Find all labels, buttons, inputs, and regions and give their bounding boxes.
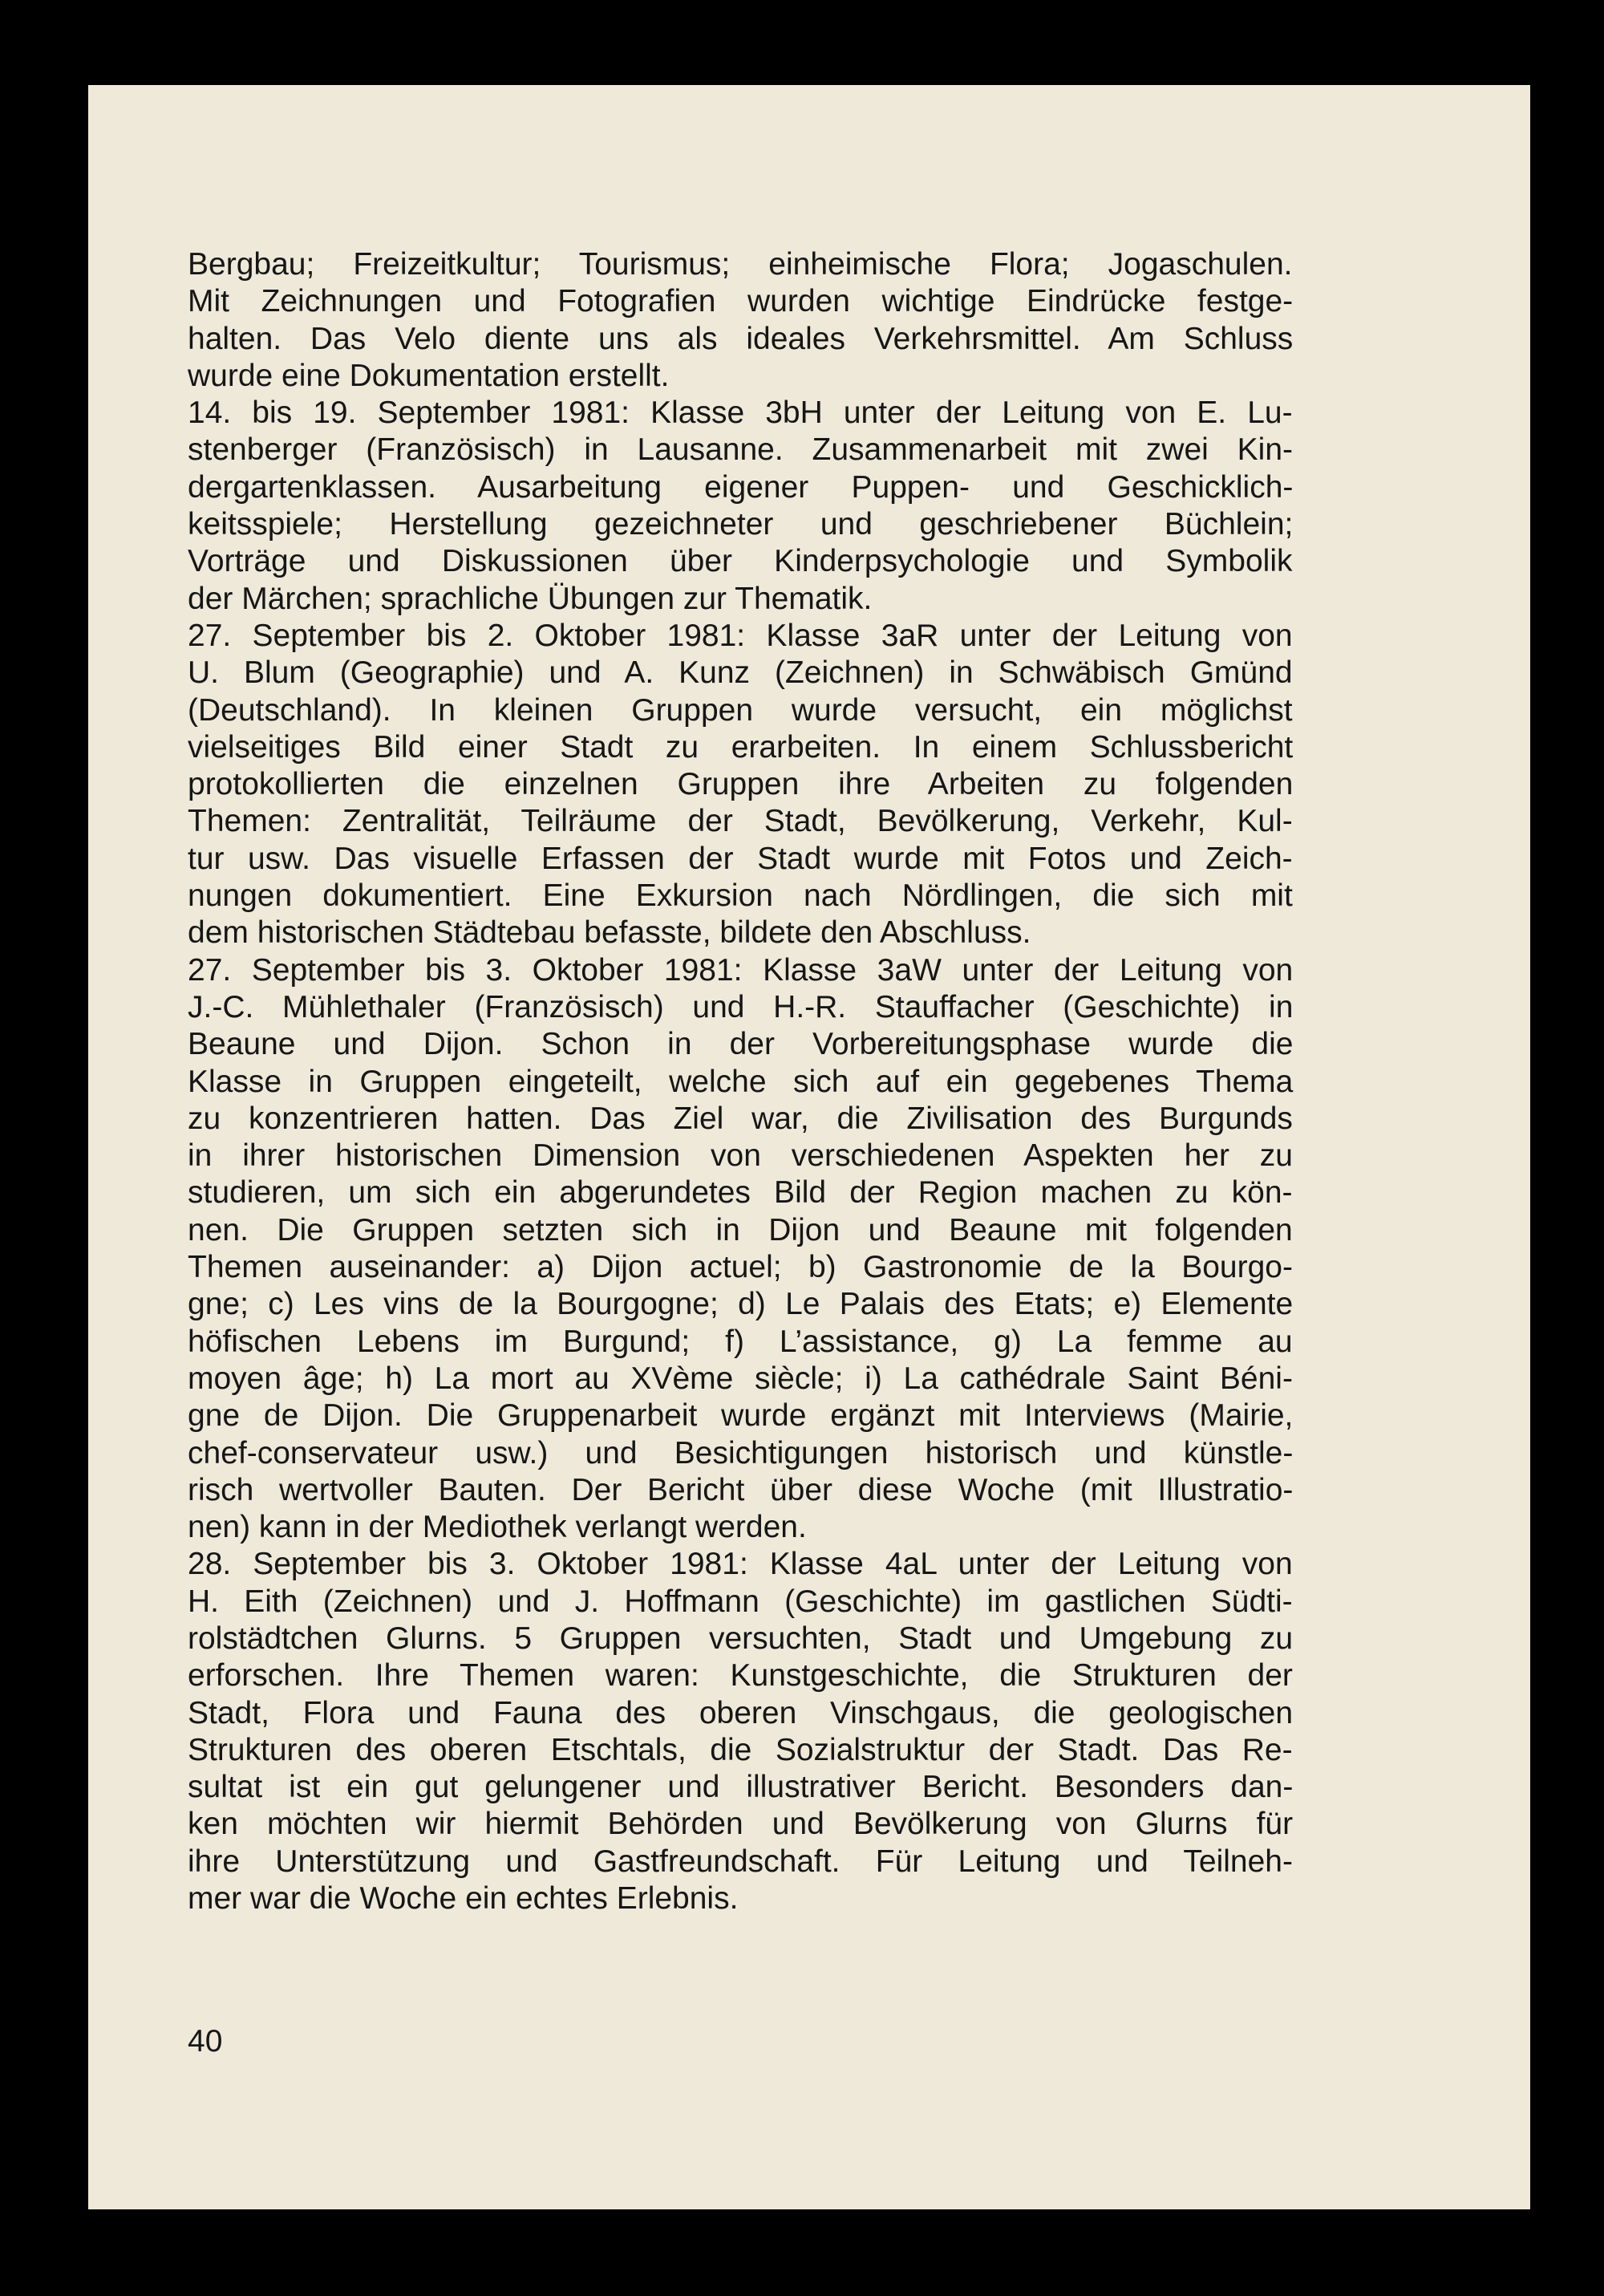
text-line-content: studieren, um sich ein abgerundetes Bild der Region machen zu kön- bbox=[188, 1175, 1293, 1211]
text-line bbox=[188, 1509, 1293, 1546]
text-line-content: tur usw. Das visuelle Erfassen der Stadt wurde mit Fotos und Zeich- bbox=[188, 841, 1293, 876]
text-line bbox=[188, 1026, 1293, 1063]
text-line-content: moyen âge; h) La mort au XVème siècle; i) La cathédrale Saint Béni- bbox=[188, 1361, 1293, 1396]
text-line bbox=[188, 1361, 1293, 1397]
text-line-content: Strukturen des oberen Etschtals, die Sozialstruktur der Stadt. Das Re- bbox=[188, 1732, 1293, 1767]
text-line-content: in ihrer historischen Dimension von verschiedenen Aspekten her zu bbox=[188, 1138, 1293, 1174]
text-line-content: rolstädtchen Glurns. 5 Gruppen versuchten, Stadt und Umgebung zu bbox=[188, 1621, 1294, 1656]
text-line-content: der Märchen; sprachliche Übungen zur Thematik. bbox=[188, 581, 873, 616]
text-line bbox=[188, 1472, 1293, 1509]
text-line-content: 27. September bis 3. Oktober 1981: Klasse 3aW unter der Leitung von bbox=[188, 952, 1294, 988]
text-line-content: protokollierten die einzelnen Gruppen ihre Arbeiten zu folgenden bbox=[188, 767, 1294, 802]
text-line-content: dem historischen Städtebau befasste, bildete den Abschluss. bbox=[188, 915, 1031, 951]
text-line bbox=[188, 766, 1293, 803]
text-line-content: erforschen. Ihre Themen waren: Kunstgeschichte, die Strukturen der bbox=[188, 1658, 1293, 1694]
text-line-content: wurde eine Dokumentation erstellt. bbox=[188, 358, 670, 393]
text-line-content: Mit Zeichnungen und Fotografien wurden wichtige Eindrücke festge- bbox=[188, 284, 1294, 319]
text-line bbox=[188, 1732, 1293, 1769]
text-line bbox=[188, 1806, 1293, 1843]
text-line-content: dergartenklassen. Ausarbeitung eigener Puppen- und Geschicklich- bbox=[188, 469, 1294, 505]
text-line bbox=[188, 989, 1293, 1026]
text-line-content: Klasse in Gruppen eingeteilt, welche sich auf ein gegebenes Thema bbox=[188, 1064, 1294, 1099]
page-number: 40 bbox=[188, 2024, 223, 2059]
text-line-content: 14. bis 19. September 1981: Klasse 3bH unter der Leitung von E. Lu- bbox=[188, 396, 1293, 431]
text-line bbox=[188, 432, 1293, 469]
text-line bbox=[188, 1324, 1293, 1361]
text-line-content: halten. Das Velo diente uns als ideales Verkehrsmittel. Am Schluss bbox=[188, 321, 1294, 356]
text-line bbox=[188, 1138, 1293, 1174]
text-line bbox=[188, 283, 1293, 320]
text-line bbox=[188, 1212, 1293, 1249]
text-line-content: ihre Unterstützung und Gastfreundschaft. Für Leitung und Teilneh- bbox=[188, 1844, 1293, 1879]
text-line bbox=[188, 1880, 1293, 1917]
text-line-content: nen. Die Gruppen setzten sich in Dijon und Beaune mit folgenden bbox=[188, 1212, 1293, 1247]
text-line bbox=[188, 506, 1293, 543]
text-line bbox=[188, 395, 1293, 432]
text-line-content: keitsspiele; Herstellung gezeichneter und geschriebener Büchlein; bbox=[188, 507, 1294, 542]
text-line bbox=[188, 841, 1293, 878]
text-line-content: risch wertvoller Bauten. Der Bericht über diese Woche (mit Illustratio- bbox=[188, 1472, 1294, 1507]
text-line bbox=[188, 952, 1293, 989]
text-line bbox=[188, 1249, 1293, 1286]
text-line bbox=[188, 1397, 1293, 1434]
text-line bbox=[188, 618, 1293, 655]
text-line bbox=[188, 1064, 1293, 1101]
text-line bbox=[188, 1101, 1293, 1138]
text-line bbox=[188, 321, 1293, 358]
text-line bbox=[188, 358, 1293, 395]
text-line-content: nen) kann in der Mediothek verlangt werden. bbox=[188, 1510, 807, 1545]
text-line bbox=[188, 543, 1293, 580]
text-line-content: mer war die Woche ein echtes Erlebnis. bbox=[188, 1881, 739, 1917]
text-line-content: höfischen Lebens im Burgund; f) L’assistance, g) La femme au bbox=[188, 1324, 1293, 1359]
text-line bbox=[188, 729, 1293, 766]
text-line-content: Beaune und Dijon. Schon in der Vorbereitungsphase wurde die bbox=[188, 1027, 1294, 1062]
text-line bbox=[188, 1286, 1293, 1323]
text-line-content: gne; c) Les vins de la Bourgogne; d) Le Palais des Etats; e) Elemente bbox=[188, 1287, 1294, 1322]
text-line-content: gne de Dijon. Die Gruppenarbeit wurde ergänzt mit Interviews (Mairie, bbox=[188, 1398, 1294, 1434]
text-line-content: ken möchten wir hiermit Behörden und Bevölkerung von Glurns für bbox=[188, 1807, 1294, 1842]
text-line-content: Stadt, Flora und Fauna des oberen Vinschgaus, die geologischen bbox=[188, 1695, 1294, 1730]
text-line bbox=[188, 1657, 1293, 1694]
text-line bbox=[188, 1695, 1293, 1732]
text-line-content: J.-C. Mühlethaler (Französisch) und H.-R. Stauffacher (Geschichte) in bbox=[188, 989, 1294, 1024]
text-line-content: U. Blum (Geographie) und A. Kunz (Zeichnen) in Schwäbisch Gmünd bbox=[188, 655, 1293, 691]
text-line bbox=[188, 692, 1293, 729]
text-line-content: stenberger (Französisch) in Lausanne. Zusammenarbeit mit zwei Kin- bbox=[188, 432, 1294, 468]
text-line bbox=[188, 1435, 1293, 1472]
text-line bbox=[188, 655, 1293, 692]
text-line-content: Themen: Zentralität, Teilräume der Stadt, Bevölkerung, Verkehr, Kul- bbox=[188, 804, 1293, 839]
text-line bbox=[188, 1844, 1293, 1880]
text-line-content: sultat ist ein gut gelungener und illustrativer Bericht. Besonders dan- bbox=[188, 1770, 1294, 1805]
text-line bbox=[188, 469, 1293, 506]
text-line-content: 27. September bis 2. Oktober 1981: Klasse 3aR unter der Leitung von bbox=[188, 618, 1293, 653]
text-line bbox=[188, 1546, 1293, 1583]
text-line bbox=[188, 1174, 1293, 1211]
text-line-content: (Deutschland). In kleinen Gruppen wurde versucht, ein möglichst bbox=[188, 692, 1293, 728]
text-line bbox=[188, 878, 1293, 915]
text-line bbox=[188, 1621, 1293, 1657]
text-line-content: nungen dokumentiert. Eine Exkursion nach Nördlingen, die sich mit bbox=[188, 878, 1293, 914]
body-text bbox=[188, 246, 1293, 1917]
text-line bbox=[188, 1769, 1293, 1806]
text-line-content: Themen auseinander: a) Dijon actuel; b) Gastronomie de la Bourgo- bbox=[188, 1250, 1293, 1285]
text-line bbox=[188, 915, 1293, 951]
text-line-content: Vorträge und Diskussionen über Kinderpsychologie und Symbolik bbox=[188, 544, 1293, 579]
text-line bbox=[188, 803, 1293, 840]
text-line-content: chef-conservateur usw.) und Besichtigungen historisch und künstle- bbox=[188, 1435, 1294, 1470]
text-line bbox=[188, 246, 1293, 283]
text-line-content: Bergbau; Freizeitkultur; Tourismus; einheimische Flora; Jogaschulen. bbox=[188, 247, 1293, 282]
text-line-content: vielseitiges Bild einer Stadt zu erarbeiten. In einem Schlussbericht bbox=[188, 729, 1294, 765]
text-line-content: zu konzentrieren hatten. Das Ziel war, die Zivilisation des Burgunds bbox=[188, 1101, 1293, 1136]
text-line-content: H. Eith (Zeichnen) und J. Hoffmann (Geschichte) im gastlichen Südti- bbox=[188, 1584, 1293, 1619]
text-line-content: 28. September bis 3. Oktober 1981: Klasse 4aL unter der Leitung von bbox=[188, 1547, 1293, 1582]
text-line bbox=[188, 581, 1293, 618]
text-line bbox=[188, 1584, 1293, 1621]
